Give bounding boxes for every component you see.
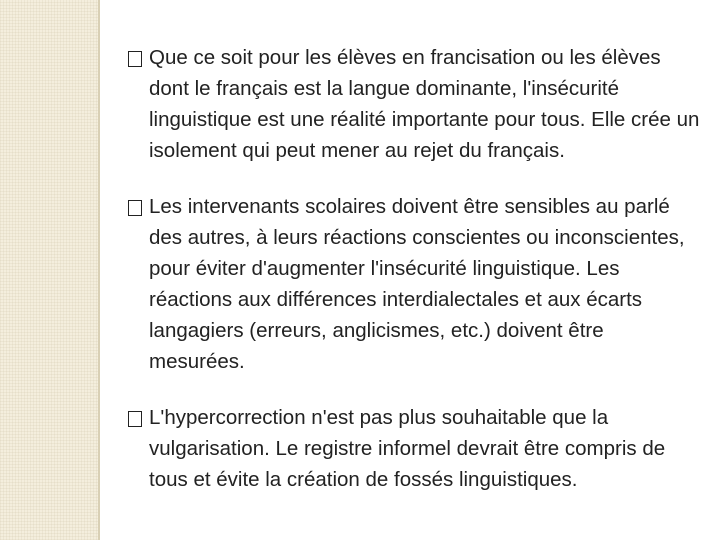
square-bullet-icon xyxy=(128,411,142,427)
bullet-item xyxy=(128,42,703,166)
decorative-side-strip xyxy=(0,0,98,540)
bullet-item xyxy=(128,191,703,377)
bullet-text: Les intervenants scolaires doivent être sensibles au parlé des autres, à leurs réactions conscientes ou inconscientes, pour éviter d'augmenter l'insécurité linguistique. Les réactions aux différences interdialectales et aux écarts langagiers (erreurs, anglicismes, etc.) doivent être mesurées. xyxy=(149,195,685,373)
decorative-side-line xyxy=(98,0,100,540)
square-bullet-icon xyxy=(128,200,142,216)
square-bullet-icon xyxy=(128,51,142,67)
bullet-item xyxy=(128,402,703,495)
bullet-text: L'hypercorrection n'est pas plus souhaitable que la vulgarisation. Le registre informel devrait être compris de tous et évite la création de fossés linguistiques. xyxy=(149,406,666,491)
bullet-text: Que ce soit pour les élèves en francisation ou les élèves dont le français est la langue dominante, l'insécurité linguistique est une réalité importante pour tous. Elle crée un isolement qui peut mener au rejet du français. xyxy=(149,46,700,162)
bullet-list xyxy=(128,42,703,520)
